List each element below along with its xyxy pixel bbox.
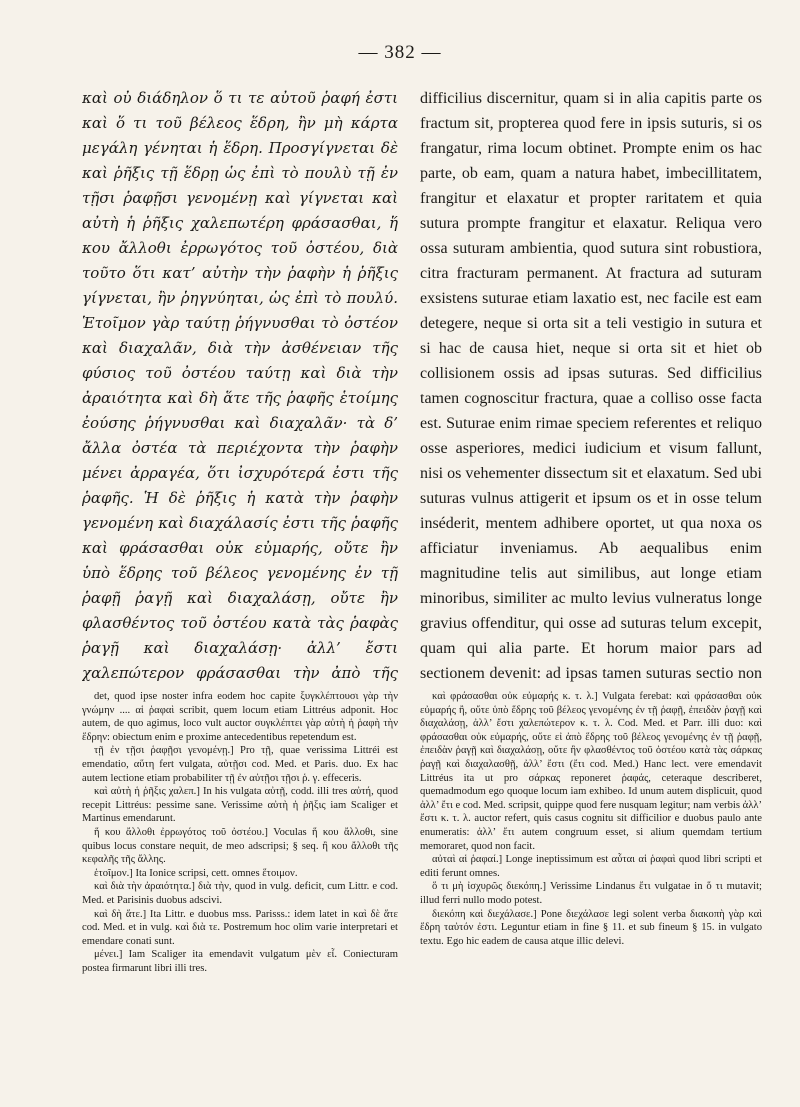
- footnote: ἥ κου ἄλλοθι ἐρρωγότος τοῦ ὀστέου.] Voculas ἥ κου ἄλλοθι, sine quibus locus constare nequit, de meo adscripsi; § seq. ἢ κου ἄλλοθι τῆς κεφαλῆς τῆς ἄλλης.: [82, 826, 398, 866]
- footnote: καὶ αὐτὴ ἡ ῥῆξις χαλεπ.] In his vulgata αὐτῇ, codd. illi tres αὐτή, quod recepit Littréus: pessime sane. Verissime αὐτὴ ἡ ῥῆξις iam Scaliger et Martinus emendarunt.: [82, 786, 398, 825]
- footnote: διεκόπη καὶ διεχάλασε.] Pone διεχάλασε legi solent verba διακοπὴ γὰρ καὶ ἕδρη ταὐτόν ἐστι. Leguntur etiam in fine § 11. et sub fineum § 15. in vulgato textu. Ego hic eadem de causa atque illic delevi.: [420, 908, 762, 947]
- footnotes-left-column: [82, 690, 398, 1030]
- footnote: τῇ ἐν τῇσι ῥαφῇσι γενομένῃ.] Pro τῇ, quae verissima Littréi est emendatio, αὕτη fert vulgata, αὐτῇσι cod. Med. et Paris. duo. Ex hac autem lectione etiam probabiliter τῇ ἐν αὐτῇσι τῇσι ῥ. γ. effeceris.: [82, 745, 398, 784]
- footnote: det, quod ipse noster infra eodem hoc capite ξυγκλέπτουσι γὰρ τὴν γνώμην .... αἱ ῥαφαὶ scribit, quem locum etiam Littréus adponit. Hoc autem, de quo agimus, loco vult auctor συγκλέπτει γὰρ αὐτὴ ἡ ῥαφὴ τὴν ἕδρην: obiectum enim e proxime antecedentibus repetendum est.: [82, 691, 398, 743]
- footnote: μένει.] Iam Scaliger ita emendavit vulgatum μὲν εἶ. Coniecturam postea firmarunt libri illi tres.: [82, 949, 398, 974]
- greek-paragraph: καὶ οὐ διάδηλον ὅ τι τε αὐτοῦ ῥαφή ἐστι καὶ ὅ τι τοῦ βέλεος ἕδρη, ἢν μὴ κάρτα μεγάλη γένηται ἡ ἕδρη. Προσγίγνεται δὲ καὶ ῥῆξις τῇ ἕδρῃ ὡς ἐπὶ τὸ πουλὺ τῇ ἐν τῇσι ῥαφῇσι γενομένῃ καὶ γίγνεται καὶ αὐτὴ ἡ ῥῆξις χαλεπωτέρη φράσασθαι, ἥ κου ἄλλοθι ἐρρωγότος τοῦ ὀστέου, διὰ τοῦτο ὅτι κατ’ αὐτὴν τὴν ῥαφὴν ἡ ῥῆξις γίγνεται, ἢν ῥηγνύηται, ὡς ἐπὶ τὸ πουλύ. Ἑτοῖμον γὰρ ταύτῃ ῥήγνυσθαι τὸ ὀστέον καὶ διαχαλᾶν, διὰ τὴν ἀσθένειαν τῆς φύσιος τοῦ ὀστέου ταύτῃ καὶ διὰ τὴν ἀραιότητα καὶ δὴ ἅτε τῆς ῥαφῆς ἑτοίμης ἐούσης ῥήγνυσθαι καὶ διαχαλᾶν· τὰ δ’ ἄλλα ὀστέα τὰ περιέχοντα τὴν ῥαφὴν μένει ἀρραγέα, ὅτι ἰσχυρότερά ἐστι τῆς ῥαφῆς. Ἡ δὲ ῥῆξις ἡ κατὰ τὴν ῥαφὴν γενομένη καὶ διαχάλασίς ἐστι τῆς ῥαφῆς καὶ φράσασθαι οὐκ εὐμαρής, οὔτε ἢν ὑπὸ ἕδρης τοῦ βέλεος γενομένης ἐν τῇ ῥαφῇ ῥαγῇ καὶ διαχαλάσῃ, οὔτε ἢν φλασθέντος τοῦ ὀστέου κατὰ τὰς ῥαφὰς ῥαγῇ καὶ διαχαλάσῃ· ἀλλ’ ἔστι χαλεπώτερον φράσασθαι τὴν ἀπὸ τῆς: [82, 89, 398, 682]
- footnote: καὶ διὰ τὴν ἀραιότητα.] διὰ τὴν, quod in vulg. deficit, cum Littr. e cod. Med. et Parisinis duobus adscivi.: [82, 881, 398, 906]
- page-number: — 382 —: [358, 42, 442, 63]
- footnote: αὐταὶ αἱ ῥαφαί.] Longe ineptissimum est αὗται αἱ ῥαφαὶ quod libri scripti et editi ferunt omnes.: [420, 854, 762, 879]
- footnote: καὶ δὴ ἅτε.] Ita Littr. e duobus mss. Parisss.: idem latet in καὶ δὲ ἅτε cod. Med. et in vulg. καὶ διὰ τε. Postremum hoc olim varie interpretari et emendare conati sunt.: [82, 908, 398, 947]
- latin-text-column: [420, 86, 762, 686]
- footnote: καὶ φράσασθαι οὐκ εὐμαρής κ. τ. λ.] Vulgata ferebat: καὶ φράσασθαι οὐκ εὐμαρής ἢ, οὔτε ὑπὸ ἕδρης τοῦ βέλεος γενομένης ἐν τῇ ῥαφῇ, ἐπειδὰν ῥαγῇ καὶ διαχαλάσῃ, ἀλλ’ ἔστι χαλεπώτερον κ. τ. λ. Cod. Med. et Parr. illi duo: καὶ φράσασθαι οὐκ εὐμαρής, οὔτε εἰ ἀπὸ ἕδρης τοῦ βέλεος γενομένης ἐν τῇ ῥαφῇ, ἐπειδὰν ῥαγῇ καὶ διαχαλάσῃ, οὔτε ἢν φλασθέντος τοῦ ὀστέου κατὰ τὰς σάρκας ῥαγῇ καὶ διαχαλασθῇ, ἀλλ’ ἔστι (ἔτι cod. Med.) Hanc lect. vere emendavit Littréus ita ut pro σάρκας reponeret ῥαφάς, ceteraque describeret, quemadmodum ego quoque locum iam exhibeo. Id unum autem displicuit, quod ἀλλ’ ἔτι e cod. Med. scripsit, quippe quod fere nusquam legitur; nam verbis ἀλλ’ ἔστι κ. τ. λ. auctor refert, quis casus cognitu sit difficilior e duobus paulo ante enumeratis: ἀλλ’ ἔτι autem congruum esset, si alium quemdam tertium memoraret, quod non facit.: [420, 691, 762, 852]
- footnotes-right-column: [420, 690, 762, 1030]
- greek-text-column: [82, 86, 398, 686]
- latin-paragraph: difficilius discernitur, quam si in alia capitis parte os fractum sit, propterea quod fere in ipsis suturis, si os frangatur, rima locum obtinet. Prompte enim os hac parte, ob eam, quam a natura habet, imbecillitatem, frangitur et elaxatur et propter raritatem et quia sutura prompte frangitur et elaxatur. Reliqua vero ossa suturam ambientia, quod sutura sint robustiora, citra fracturam permanent. At fractura ad suturam exsistens suturae etiam laxatio est, nec facile est eam detegere, neque si orta sit a teli vestigio in sutura et si hac de causa hiet, neque si orta sit et hiet ob collisionem ossis ad ipsas suturas. Sed difficilius tamen cognoscitur fractura, quae a colliso osse facta est. Suturae enim rimae speciem referentes et reliquo osse asperiores, medici iudicium et visum fallunt, nisi os vehementer dissectum sit et elaxatum. Sed ubi suturas vulnus attigerit et ipsum os et in osse telum inséderit, mentem adhibere oportet, ut qua noxa os afficiatur inveniamus. Ab aequalibus enim magnitudine telis aut similibus, aut longe etiam minoribus, similiter ac multo levius vulneratus longe gravius offenditur, qui osse ad suturas telum excepit, quam qui alia parte. Et horum maior pars ad sectionem devenit: ad ipsas tamen suturas sectio non: [420, 90, 762, 682]
- footnote: ὅ τι μὴ ἰσχυρῶς διεκόπη.] Verissime Lindanus ἔτι vulgatae in ὅ τι mutavit; illud ferri nullo modo potest.: [420, 881, 762, 906]
- footnote: ἑτοῖμον.] Ita Ionice scripsi, cett. omnes ἕτοιμον.: [94, 867, 298, 879]
